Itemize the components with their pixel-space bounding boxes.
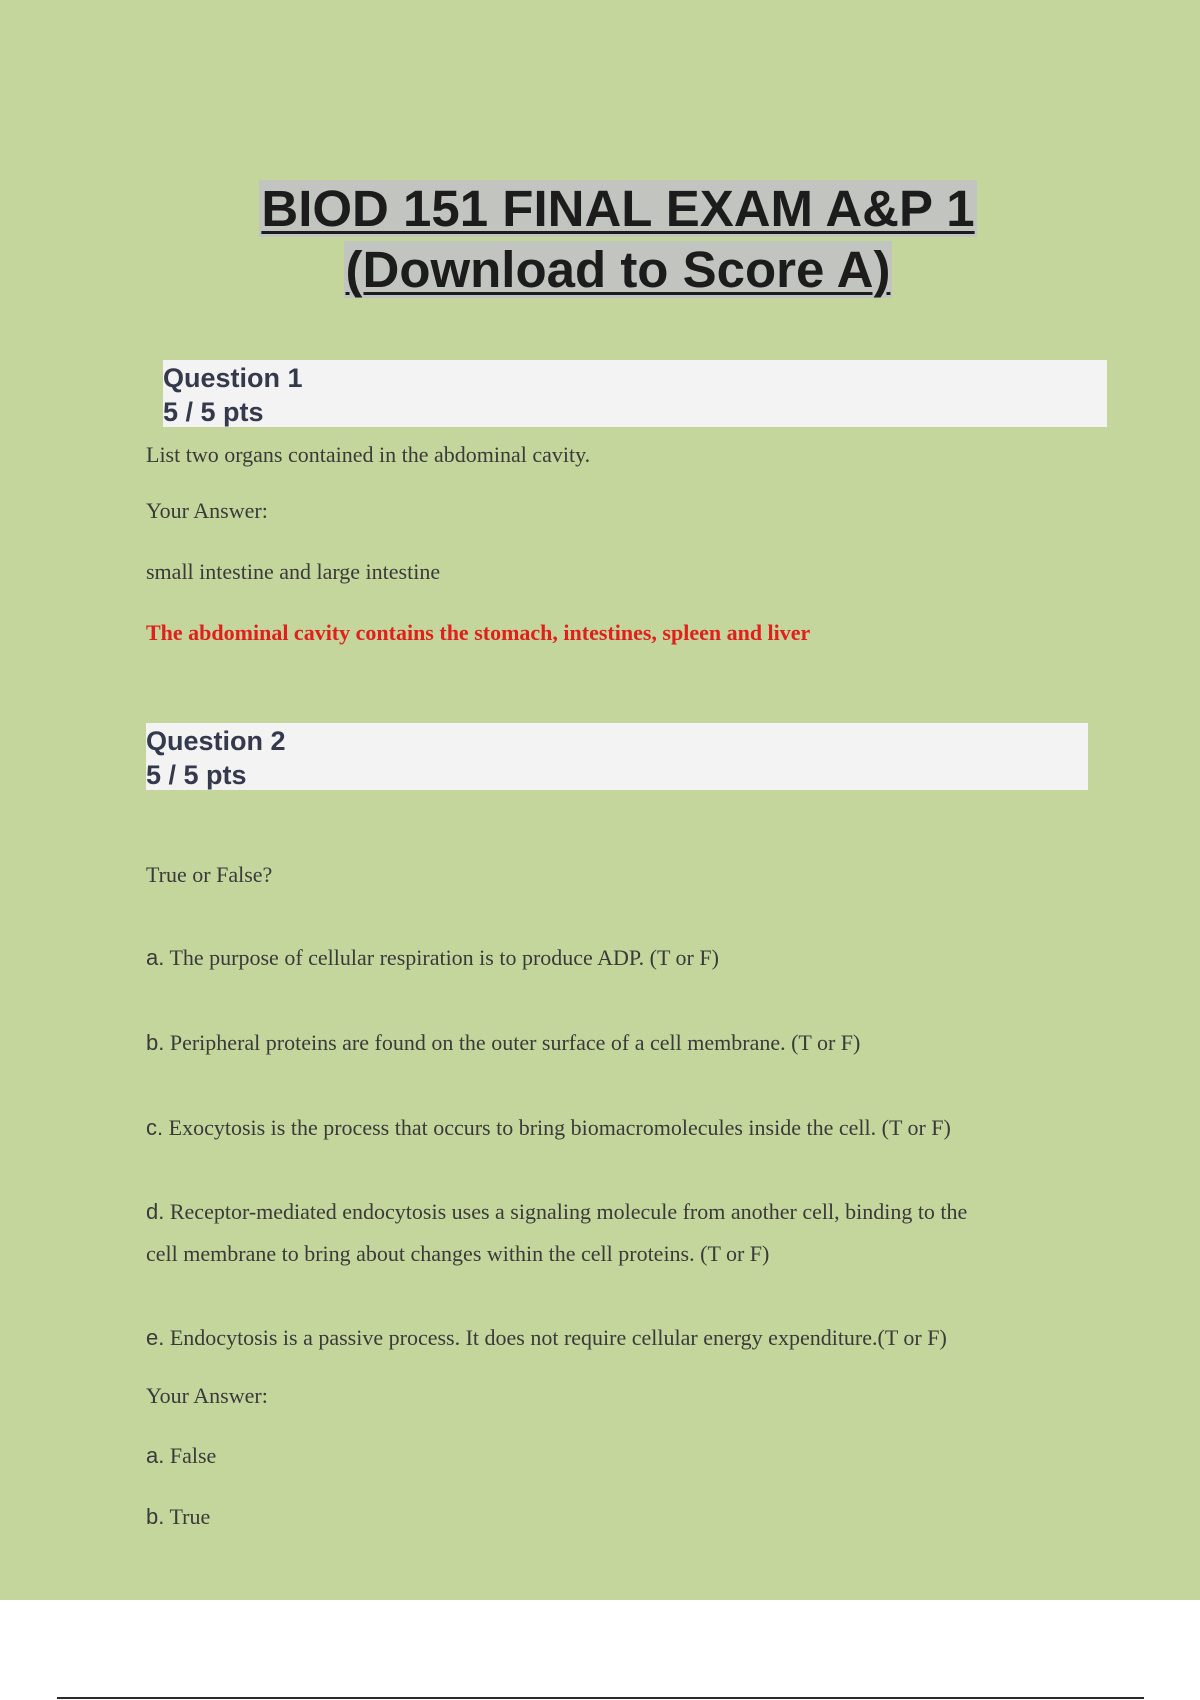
statement-d (146, 1191, 967, 1275)
statement-c-text: Exocytosis is the process that occurs to bring biomacromolecules inside the cell. (T or F) (163, 1115, 951, 1140)
statement-b-letter: b. (146, 1030, 165, 1055)
answer-b-text: True (164, 1504, 211, 1529)
statement-d-text: Receptor-mediated endocytosis uses a signaling molecule from another cell, binding to the (164, 1199, 968, 1224)
statement-a (146, 937, 719, 979)
question-2-header (146, 723, 1088, 790)
statement-c (146, 1107, 951, 1149)
title-line-1: BIOD 151 FINAL EXAM A&P 1 (261, 180, 975, 237)
statement-a-text: The purpose of cellular respiration is to produce ADP. (T or F) (164, 945, 719, 970)
statement-e-letter: e. (146, 1325, 165, 1350)
answer-a (146, 1435, 216, 1477)
statement-a-letter: a. (146, 945, 165, 970)
question-1-points: 5 / 5 pts (163, 397, 264, 427)
statement-d-letter: d. (146, 1199, 165, 1224)
question-1-answer: small intestine and large intestine (146, 559, 441, 584)
statement-b-text: Peripheral proteins are found on the outer surface of a cell membrane. (T or F) (164, 1030, 861, 1055)
answer-a-letter: a. (146, 1443, 165, 1468)
question-1-correct-answer: The abdominal cavity contains the stomach, intestines, spleen and liver (146, 620, 811, 645)
title-line-2: (Download to Score A) (345, 241, 891, 298)
question-1-header (163, 360, 1107, 427)
document-title (0, 178, 1200, 300)
question-2-prompt: True or False? (146, 862, 273, 887)
statement-e (146, 1317, 947, 1359)
question-2-title: Question 2 (146, 726, 286, 756)
answer-a-text: False (164, 1443, 217, 1468)
statement-b (146, 1022, 860, 1064)
statement-d-text-continued: cell membrane to bring about changes within the cell proteins. (T or F) (146, 1241, 770, 1266)
statement-c-letter: c. (146, 1115, 164, 1140)
question-2-answer-label: Your Answer: (146, 1383, 268, 1408)
question-1-answer-label: Your Answer: (146, 498, 268, 523)
question-2-points: 5 / 5 pts (146, 760, 247, 790)
statement-e-text: Endocytosis is a passive process. It does not require cellular energy expenditure.(T or F) (164, 1325, 947, 1350)
question-1-title: Question 1 (163, 363, 303, 393)
answer-b-letter: b. (146, 1504, 165, 1529)
question-1-prompt: List two organs contained in the abdominal cavity. (146, 442, 591, 467)
page-footer-rule (57, 1697, 1144, 1699)
answer-b (146, 1496, 210, 1538)
